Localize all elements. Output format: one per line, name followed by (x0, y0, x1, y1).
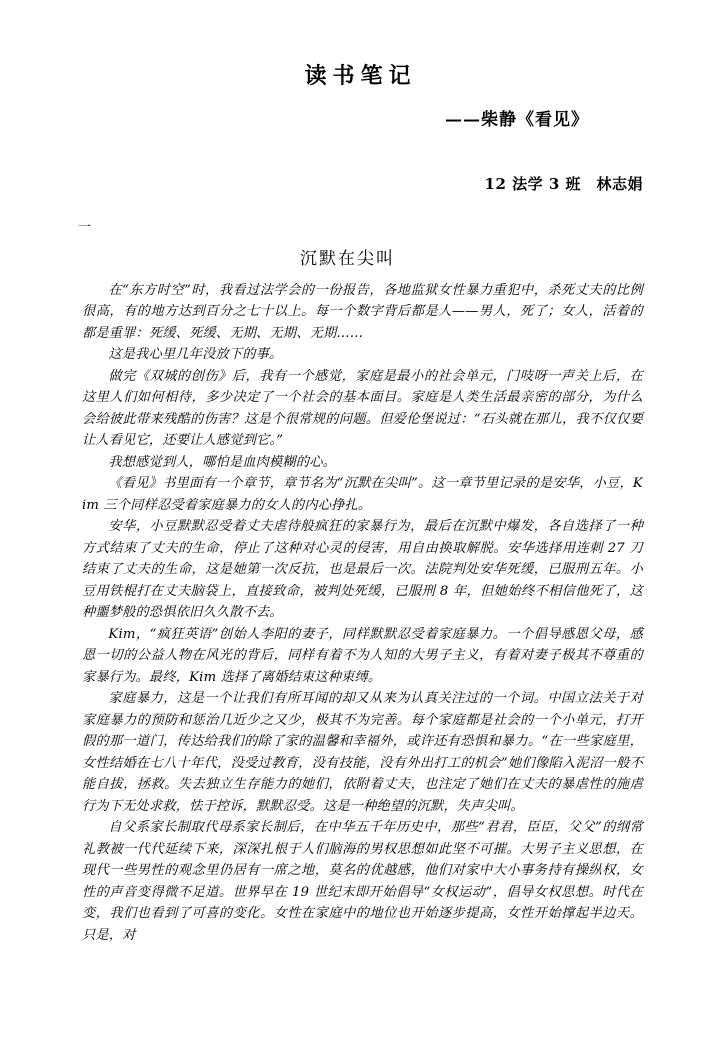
body-paragraph: 做完《双城的创伤》后，我有一个感觉，家庭是最小的社会单元，门吱呀一声关上后，在这里人们如何相待，多少决定了一个社会的基本面目。家庭是人类生活最亲密的部分，为什么会给彼此带来残酷的伤害？这是个很常规的问题。但爱伦堡说过：“石头就在那儿，我不仅仅要让人看见它，还要让人感觉到它。” (82, 368, 643, 449)
body-paragraph: 在“东方时空”时，我看过法学会的一份报告，各地监狱女性暴力重犯中，杀死丈夫的比例很高，有的地方达到百分之七十以上。每一个数字背后都是人——男人，死了；女人，活着的都是重罪：死缓、死缓、无期、无期、无期…… (82, 282, 643, 341)
section-heading: 沉默在尖叫 (300, 248, 395, 269)
body-paragraph: 《看见》书里面有一个章节，章节名为“沉默在尖叫”。这一章节里记录的是安华，小豆，Kim 三个同样忍受着家庭暴力的女人的内心挣扎。 (82, 476, 643, 513)
body-paragraph: Kim，“疯狂英语”创始人李阳的妻子，同样默默忍受着家庭暴力。一个倡导感恩父母，感恩一切的公益人物在风光的背后，同样有着不为人知的大男子主义，有着对妻子极其不尊重的家暴行为。最终，Kim 选择了离婚结束这种束缚。 (82, 626, 643, 685)
page-title: 读书笔记 (304, 63, 417, 89)
body-paragraph: 安华，小豆默默忍受着丈夫虐待般疯狂的家暴行为，最后在沉默中爆发，各自选择了一种方式结束了丈夫的生命，停止了这种对心灵的侵害，用自由换取解脱。安华选择用连刺 27 刀结束了丈夫的生命，这是她第一次反抗，也是最后一次。法院判处安华死缓，已服刑五年。小豆用铁棍打在丈夫脑袋上，直接致命，被判处死缓，已服刑 8 年，但她始终不相信他死了，这种噩梦般的恐惧依旧久久散不去。 (82, 519, 643, 621)
body-text (0, 270, 721, 947)
body-paragraph: 我想感觉到人，哪怕是血肉模糊的心。 (108, 454, 336, 470)
author-byline: 12 法学 3 班 林志娟 (484, 174, 643, 193)
body-paragraph: 这是我心里几年没放下的事。 (108, 347, 283, 363)
body-paragraph: 自父系家长制取代母系家长制后，在中华五千年历史中，那些“君君，臣臣，父父”的纲常礼教被一代代延续下来，深深扎根于人们脑海的男权思想如此坚不可摧。大男子主义思想，在现代一些男性的观念里仍居有一席之地，莫名的优越感，他们对家中大小事务持有操纵权，女性的声音变得微不足道。世界早在 19 世纪末即开始倡导“女权运动”，倡导女权思想。时代在变，我们也看到了可喜的变化。女性在家庭中的地位也开始逐步提高，女性开始撑起半边天。只是，对 (82, 820, 643, 943)
body-paragraph: 家庭暴力，这是一个让我们有所耳闻的却又从来为认真关注过的一个词。中国立法关于对家庭暴力的预防和惩治几近少之又少，极其不为完善。每个家庭都是社会的一个小单元，打开假的那一道门，传达给我们的除了家的温馨和幸福外，或许还有恐惧和暴力。“在一些家庭里，女性结婚在七八十年代，没受过教育，没有技能，没有外出打工的机会”她们像陷入泥沼一般不能自拔，拯救。失去独立生存能力的她们，依附着丈夫，也注定了她们在丈夫的暴虐性的施虐行为下无处求救，怯于控诉，默默忍受。这是一种绝望的沉默，失声尖叫。 (82, 691, 643, 814)
document-subtitle: ——柴静《看见》 (445, 109, 589, 130)
section-number: 一 (78, 220, 92, 236)
